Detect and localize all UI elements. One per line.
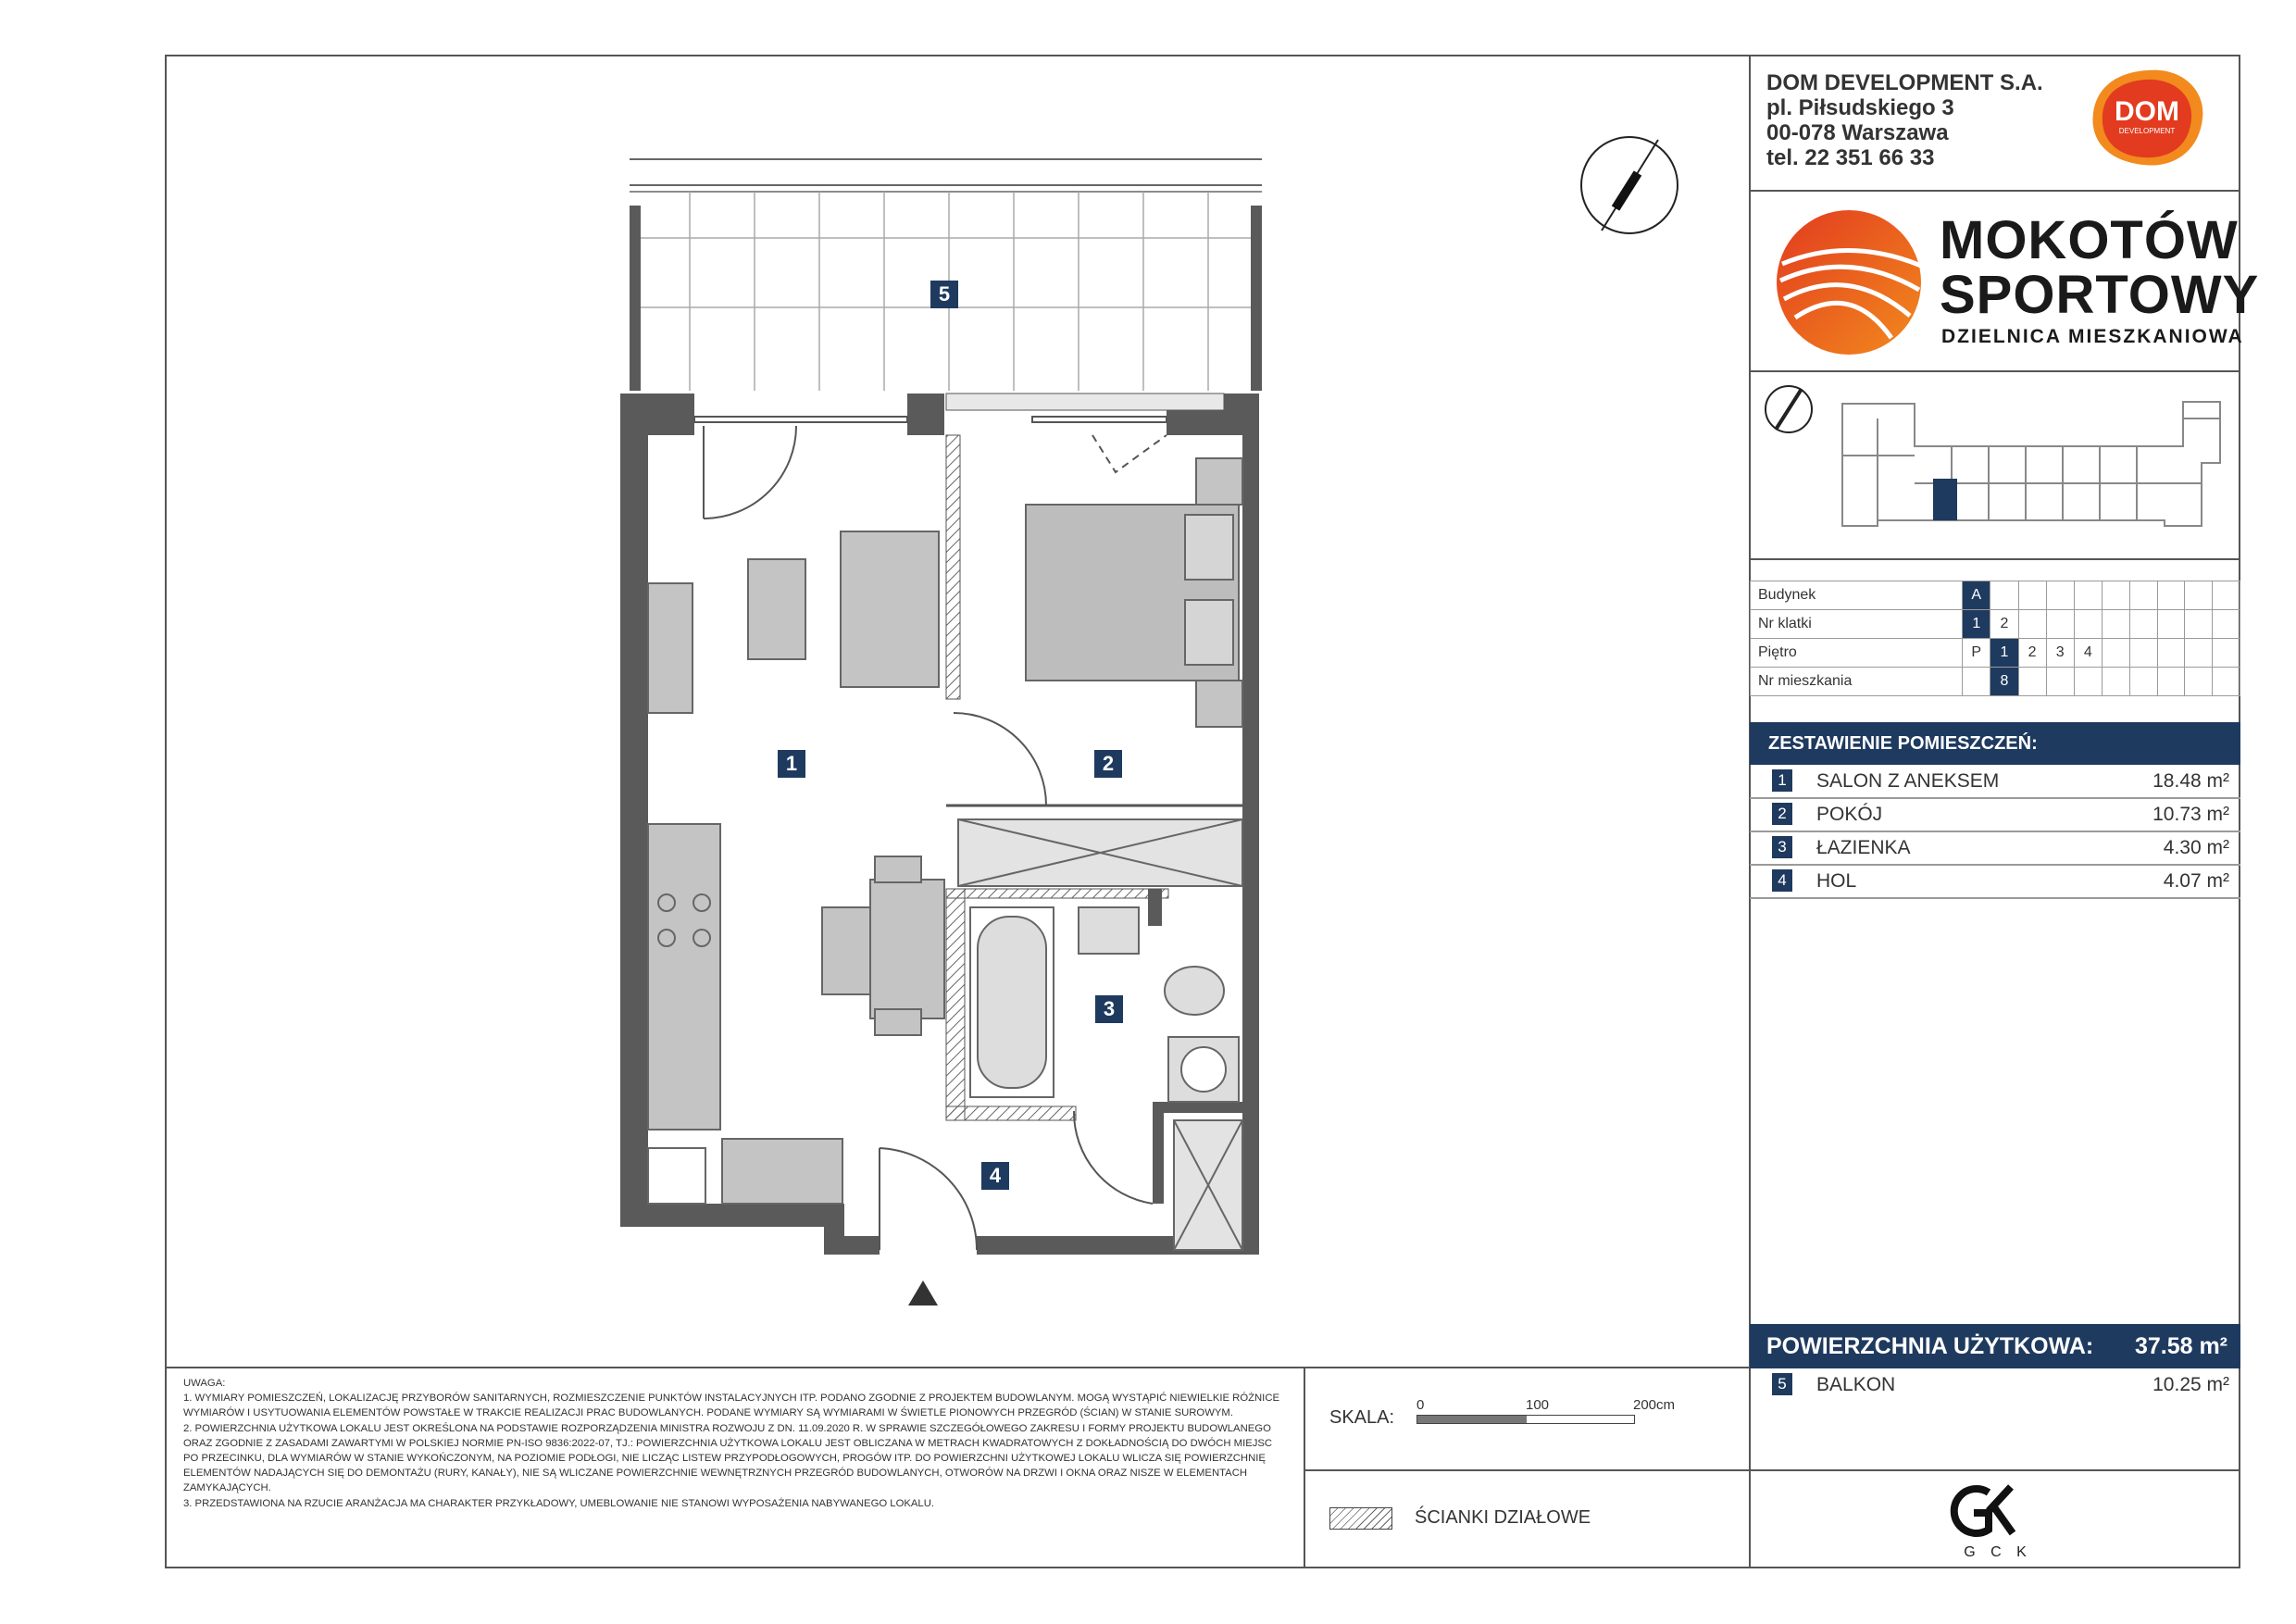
location-cell-empty: [2213, 639, 2240, 668]
location-cell-empty: [2213, 581, 2240, 610]
location-cell-empty: [2213, 610, 2240, 639]
rooms-header-label: ZESTAWIENIE POMIESZCZEŃ:: [1768, 733, 2038, 754]
scale-bar: [1416, 1415, 1635, 1424]
scale-tick-200: 200cm: [1633, 1397, 1676, 1413]
project-subtitle: DZIELNICA MIESZKANIOWA: [1941, 326, 2244, 347]
project-logo-mark: [1775, 208, 1923, 356]
location-cell: [2074, 581, 2102, 610]
location-cell: [2074, 668, 2102, 696]
dom-logo-subtext: DEVELOPMENT: [2118, 127, 2176, 135]
room-area: 18.48 m²: [2152, 770, 2229, 792]
location-cell: [2018, 668, 2046, 696]
location-row: [1751, 639, 2240, 668]
location-cell: [2129, 610, 2157, 639]
dom-logo: [2088, 67, 2206, 170]
footer-col-divider: [1304, 1367, 1305, 1568]
location-cell: [2102, 610, 2129, 639]
room-number: 2: [1772, 803, 1792, 825]
balcony-area: 10.25 m²: [2152, 1374, 2229, 1395]
location-row: [1751, 668, 2240, 696]
note-3: 3. PRZEDSTAWIONA NA RZUCIE ARANŻACJA MA CHARAKTER PRZYKŁADOWY, UMEBLOWANIE NIE STANOWI WYPOSAŻENIA NABYWANEGO LOKALU.: [183, 1497, 935, 1509]
balcony-name: BALKON: [1816, 1374, 1896, 1395]
room-number: 4: [1772, 869, 1792, 892]
partitions-swatch: [1329, 1507, 1392, 1530]
north-arrow-icon: [1578, 134, 1680, 236]
room-label-4: 4: [981, 1162, 1009, 1190]
project-title-2: SPORTOWY: [1940, 265, 2260, 325]
note-1: 1. WYMIARY POMIESZCZEŃ, LOKALIZACJĘ PRZYBORÓW SANITARNYCH, ROZMIESZCZENIE PUNKTÓW INSTALACYJNYCH ITP. PODANO ZGODNIE Z PROJEKTEM BUDOWLANYM. MOGĄ WYSTĄPIĆ NIEWIELKIE RÓŻNICE WYMIARÓW I USYTUOWANIA ELEMENTÓW POWSTAŁE W TRAKCIE REALIZACJI PRAC BUDOWLANYCH. PODANE WYMIARY SĄ WYMIARAMI W ŚWIETLE PIONOWYCH PRZEGRÓD (ŚCIAN) W STANIE SUROWYM.: [183, 1393, 1280, 1419]
location-cell: 2: [2018, 639, 2046, 668]
location-cell: [2018, 610, 2046, 639]
balcony-number: 5: [1772, 1373, 1792, 1395]
location-cell: [2102, 668, 2129, 696]
room-label-3: 3: [1095, 995, 1123, 1023]
location-row: [1751, 610, 2240, 639]
location-cell: [2157, 581, 2185, 610]
usable-area-label: POWIERZCHNIA UŻYTKOWA:: [1766, 1333, 2094, 1359]
room-number: 3: [1772, 836, 1792, 858]
company-name: DOM DEVELOPMENT S.A.: [1766, 70, 2043, 95]
location-cell: [2185, 668, 2213, 696]
room-name: SALON Z ANEKSEM: [1816, 770, 2000, 792]
room-name: ŁAZIENKA: [1816, 837, 1911, 858]
company-address-2: 00-078 Warszawa: [1766, 120, 1949, 145]
project-title-1: MOKOTÓW: [1940, 210, 2239, 270]
company-address-1: pl. Piłsudskiego 3: [1766, 95, 1954, 120]
location-row-label: Piętro: [1751, 639, 1963, 668]
room-name: POKÓJ: [1816, 804, 1883, 825]
company-info: [1766, 70, 2043, 170]
footer-divider: [165, 1367, 1750, 1368]
room-label-5: 5: [930, 281, 958, 308]
location-cell: [2157, 610, 2185, 639]
location-cell: 1: [1990, 639, 2018, 668]
floor-plan: [620, 148, 1278, 1315]
location-cell: [1963, 668, 1990, 696]
location-row-label: Nr klatki: [1751, 610, 1963, 639]
location-cell: [2129, 581, 2157, 610]
location-cell: [1990, 581, 2018, 610]
balcony-area: [630, 159, 1262, 391]
rooms-header: [1750, 722, 2240, 765]
location-cell: [2018, 581, 2046, 610]
dom-logo-text: DOM: [2115, 96, 2179, 127]
usable-area-bar: [1750, 1324, 2240, 1368]
location-cell: [2185, 581, 2213, 610]
footer-row-divider: [1304, 1469, 1750, 1471]
room-row: [1750, 865, 2240, 899]
sidebar-rule-4: [1750, 1469, 2240, 1471]
location-cell: 2: [1990, 610, 2018, 639]
location-cell: [2046, 581, 2074, 610]
location-cell: [2046, 610, 2074, 639]
location-table: [1750, 581, 2240, 696]
scale-tick-100: 100: [1526, 1397, 1550, 1413]
scale-tick-0: 0: [1416, 1397, 1425, 1413]
room-label-2: 2: [1094, 750, 1122, 778]
location-cell: A: [1963, 581, 1990, 610]
room-number: 1: [1772, 769, 1792, 792]
notes-title: UWAGA:: [183, 1378, 226, 1389]
key-plan: [1757, 381, 2239, 548]
location-row-label: Budynek: [1751, 581, 1963, 610]
gck-logo: [1944, 1480, 2046, 1563]
location-cell: [2046, 668, 2074, 696]
room-area: 4.07 m²: [2163, 870, 2229, 892]
balcony-row: [1750, 1368, 2240, 1401]
usable-area-value: 37.58 m²: [2134, 1333, 2227, 1359]
location-cell: [2185, 639, 2213, 668]
location-cell: 4: [2074, 639, 2102, 668]
sidebar-rule-2: [1750, 370, 2240, 372]
location-cell-empty: [2213, 668, 2240, 696]
location-cell: P: [1963, 639, 1990, 668]
room-name: HOL: [1816, 870, 1857, 892]
gck-letters: G C K: [1964, 1544, 2032, 1560]
location-cell: [2157, 639, 2185, 668]
location-cell: 8: [1990, 668, 2018, 696]
location-row-label: Nr mieszkania: [1751, 668, 1963, 696]
location-cell: [2185, 610, 2213, 639]
location-cell: [2102, 581, 2129, 610]
sidebar-rule-3: [1750, 558, 2240, 560]
room-row: [1750, 798, 2240, 832]
room-area: 10.73 m²: [2152, 804, 2229, 825]
room-label-1: 1: [778, 750, 805, 778]
company-phone: tel. 22 351 66 33: [1766, 145, 1935, 170]
location-cell: [2129, 639, 2157, 668]
note-2: 2. POWIERZCHNIA UŻYTKOWA LOKALU JEST OKREŚLONA NA PODSTAWIE ROZPORZĄDZENIA MINISTRA ROZWOJU Z DN. 11.09.2020 R. W SPRAWIE SZCZEGÓŁOWEGO ZAKRESU I FORMY PROJEKTU BUDOWLANEGO ORAZ ZGODNIE Z ZASADAMI ZAWARTYMI W POLSKIEJ NORMIE PN-ISO 9836:2022-07, TJ.: POWIERZCHNIA UŻYTKOWA LOKALU JEST OBLICZANA W METRACH KWADRATOWYCH Z DOKŁADNOŚCIĄ DO DWÓCH MIEJSC PO PRZECINKU, DLA WYMIARÓW W STANIE WYKOŃCZONYM, NA POZIOMIE PODŁOGI, NIE LICZĄC LISTEW PRZYPODŁOGOWYCH, PROGÓW ITP. DO POWIERZCHNI UŻYTKOWEJ LOKALU WLICZA SIĘ POWIERZCHNIĘ ELEMENTÓW NADAJĄCYCH SIĘ DO DEMONTAŻU (RURY, KANAŁY), NIE SĄ WLICZANE POWIERZCHNIE WEWNĘTRZNYCH PRZEGRÓD BUDOWLANYCH, OTWORÓW NA DRZWI I OKNA ORAZ NISZE W ELEMENTACH ZAMYKAJĄCYCH.: [183, 1422, 1273, 1494]
location-cell: [2074, 610, 2102, 639]
notes: [183, 1376, 1290, 1511]
location-cell: [2129, 668, 2157, 696]
location-cell: [2102, 639, 2129, 668]
room-row: [1750, 831, 2240, 866]
sidebar-rule-1: [1750, 190, 2240, 192]
location-cell: [2157, 668, 2185, 696]
room-row: [1750, 765, 2240, 799]
room-area: 4.30 m²: [2163, 837, 2229, 858]
location-cell: 3: [2046, 639, 2074, 668]
scale-label: SKALA:: [1329, 1407, 1395, 1428]
partitions-label: ŚCIANKI DZIAŁOWE: [1415, 1507, 1591, 1528]
location-cell: 1: [1963, 610, 1990, 639]
entrance-marker: [908, 1280, 938, 1305]
location-row: [1751, 581, 2240, 610]
